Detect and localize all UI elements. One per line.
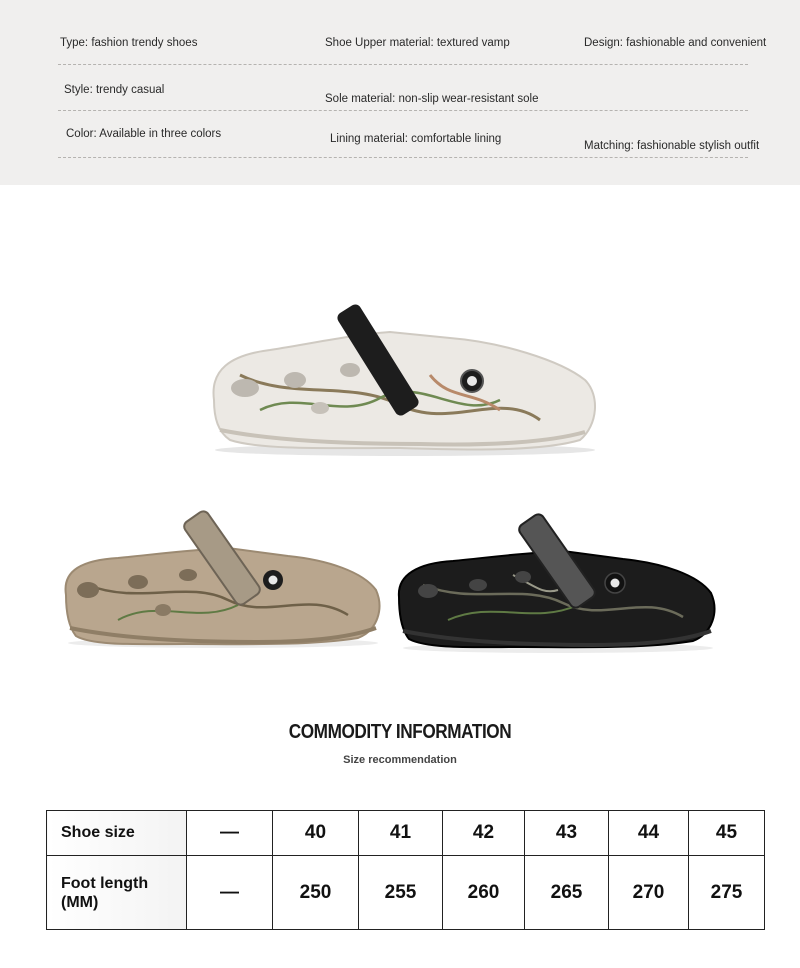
table-row bbox=[47, 856, 765, 930]
table-cell: 265 bbox=[525, 856, 609, 930]
spec-color: Color: Available in three colors bbox=[66, 128, 222, 140]
table-cell: 43 bbox=[525, 811, 609, 856]
spec-matching: Matching: fashionable stylish outfit bbox=[584, 140, 760, 152]
table-cell: 255 bbox=[359, 856, 443, 930]
table-cell: 42 bbox=[443, 811, 525, 856]
spec-upper-material: Shoe Upper material: textured vamp bbox=[325, 37, 510, 49]
shoe-size-label: Shoe size bbox=[47, 811, 187, 856]
table-cell: 250 bbox=[273, 856, 359, 930]
foot-length-label bbox=[47, 856, 187, 930]
spec-lining-material: Lining material: comfortable lining bbox=[330, 133, 502, 145]
table-cell: 44 bbox=[609, 811, 689, 856]
table-cell: — bbox=[187, 856, 273, 930]
table-cell: 40 bbox=[273, 811, 359, 856]
size-table bbox=[46, 810, 765, 930]
spec-divider bbox=[58, 157, 748, 158]
spec-divider bbox=[58, 64, 748, 65]
spec-sole-material: Sole material: non-slip wear-resistant sole bbox=[325, 93, 539, 105]
table-row bbox=[47, 811, 765, 856]
spec-style: Style: trendy casual bbox=[64, 84, 165, 96]
spec-design: Design: fashionable and convenient bbox=[584, 37, 767, 49]
spec-type: Type: fashion trendy shoes bbox=[60, 37, 198, 49]
table-cell: 270 bbox=[609, 856, 689, 930]
size-recommendation-subtitle: Size recommendation bbox=[343, 754, 457, 766]
table-cell: 45 bbox=[689, 811, 765, 856]
table-cell: 275 bbox=[689, 856, 765, 930]
table-cell: — bbox=[187, 811, 273, 856]
foot-length-label-line2: (MM) bbox=[61, 893, 99, 911]
khaki-camo-clog-image bbox=[58, 500, 388, 650]
black-camo-clog-image bbox=[393, 505, 723, 655]
spec-divider bbox=[58, 110, 748, 111]
white-camo-clog-image bbox=[200, 280, 610, 460]
foot-length-label-line1: Foot length bbox=[61, 874, 149, 892]
spec-panel bbox=[0, 0, 800, 185]
table-cell: 260 bbox=[443, 856, 525, 930]
table-cell: 41 bbox=[359, 811, 443, 856]
commodity-info-title: COMMODITY INFORMATION bbox=[288, 721, 512, 743]
